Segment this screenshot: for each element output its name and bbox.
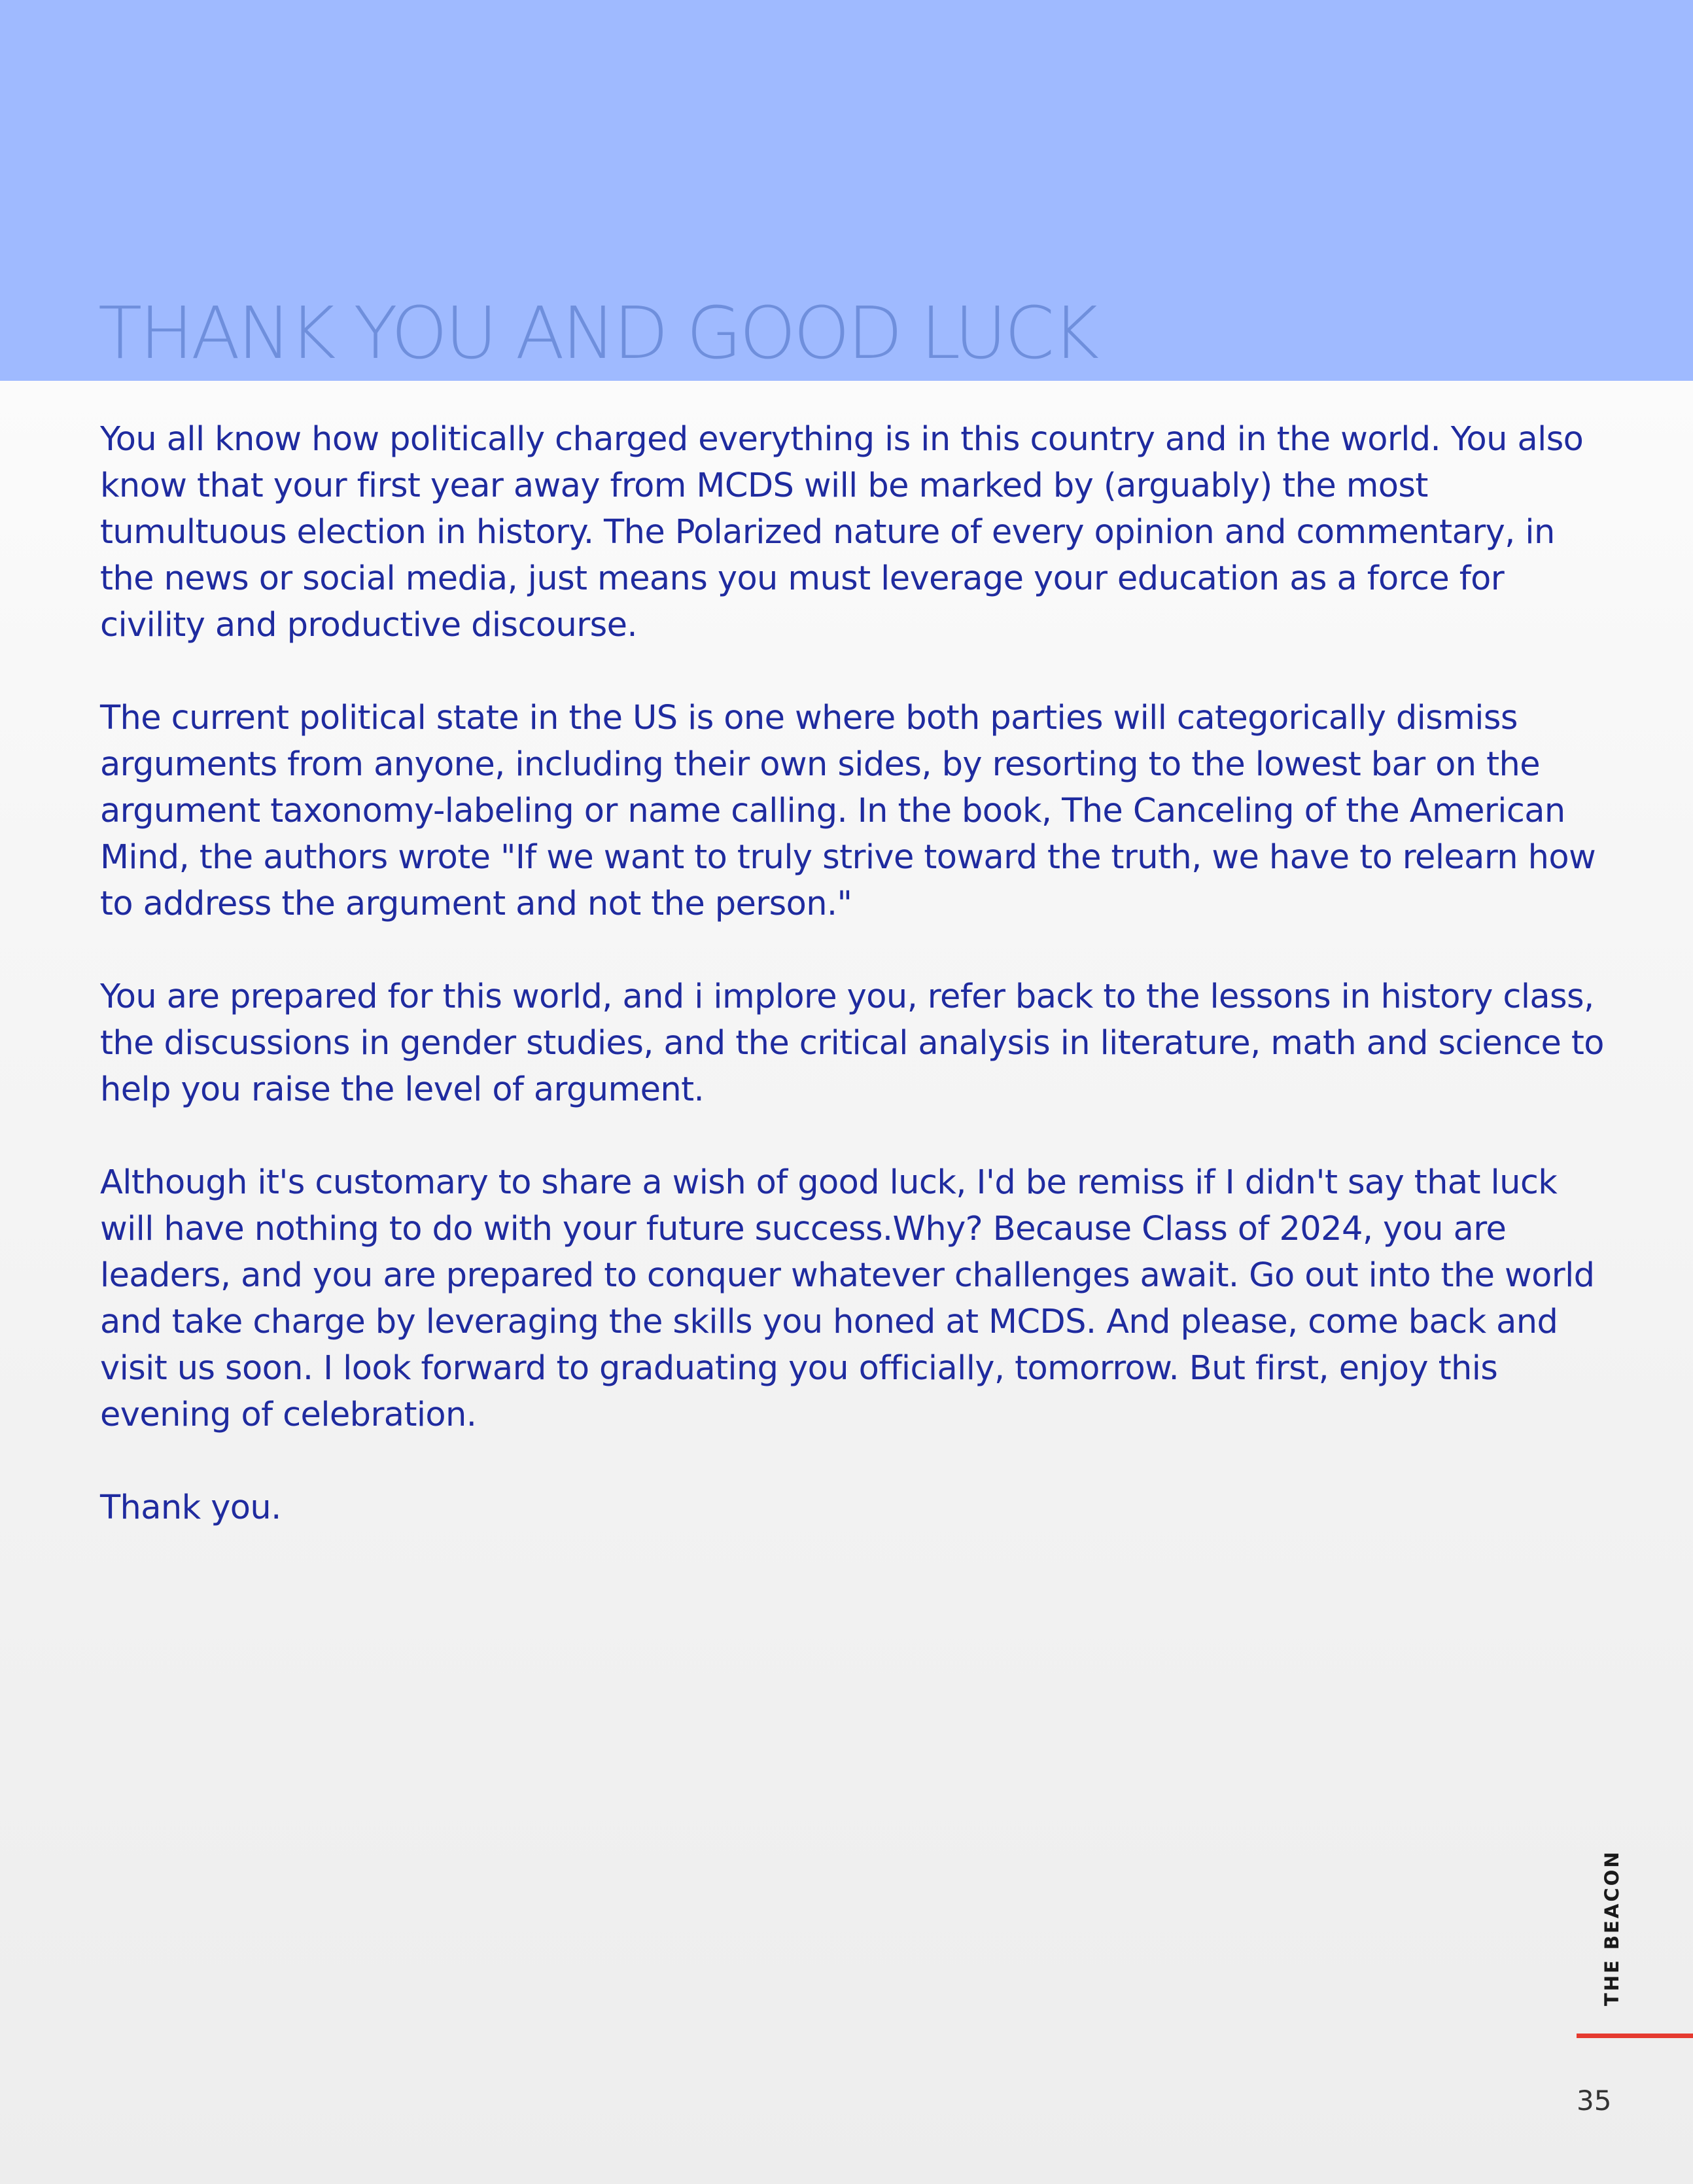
header-banner — [0, 0, 1693, 381]
body-paragraph: Although it's customary to share a wish of good luck, I'd be remiss if I didn't say that luck will have nothing to do with your future success.Why? Because Class of 2024, you are leaders, and you are prepared to conquer whatever challenges await. Go out into the world and take charge by leveraging the skills you honed at MCDS. And please, come back and visit us soon. I look forward to graduating you officially, tomorrow. But first, enjoy this evening of celebration. — [100, 1163, 1595, 1434]
accent-rule — [1577, 2034, 1693, 2038]
page-number: 35 — [1577, 2085, 1612, 2117]
closing-line: Thank you. — [100, 1488, 281, 1527]
body-paragraph: The current political state in the US is one where both parties will categorically dismiss arguments from anyone, including their own sides, by resorting to the lowest bar on the argument taxonomy-labeling or name calling. In the book, The Canceling of the American Mind, the authors wrote "If we want to truly strive toward the truth, we have to relearn how to address the argument and not the person." — [100, 699, 1596, 923]
letter-body — [100, 416, 1605, 1577]
publication-name: THE BEACON — [1601, 1850, 1623, 2006]
page-title: THANK YOU AND GOOD LUCK — [98, 291, 1097, 375]
body-paragraph: You all know how politically charged everything is in this country and in the world. You also know that your first year away from MCDS will be marked by (arguably) the most tumultuous election in history. The Polarized nature of every opinion and commentary, in the news or social media, just means you must leverage your education as a force for civility and productive discourse. — [100, 420, 1584, 644]
body-paragraph: You are prepared for this world, and i implore you, refer back to the lessons in history class, the discussions in gender studies, and the critical analysis in literature, math and science to help you raise the level of argument. — [100, 978, 1604, 1109]
